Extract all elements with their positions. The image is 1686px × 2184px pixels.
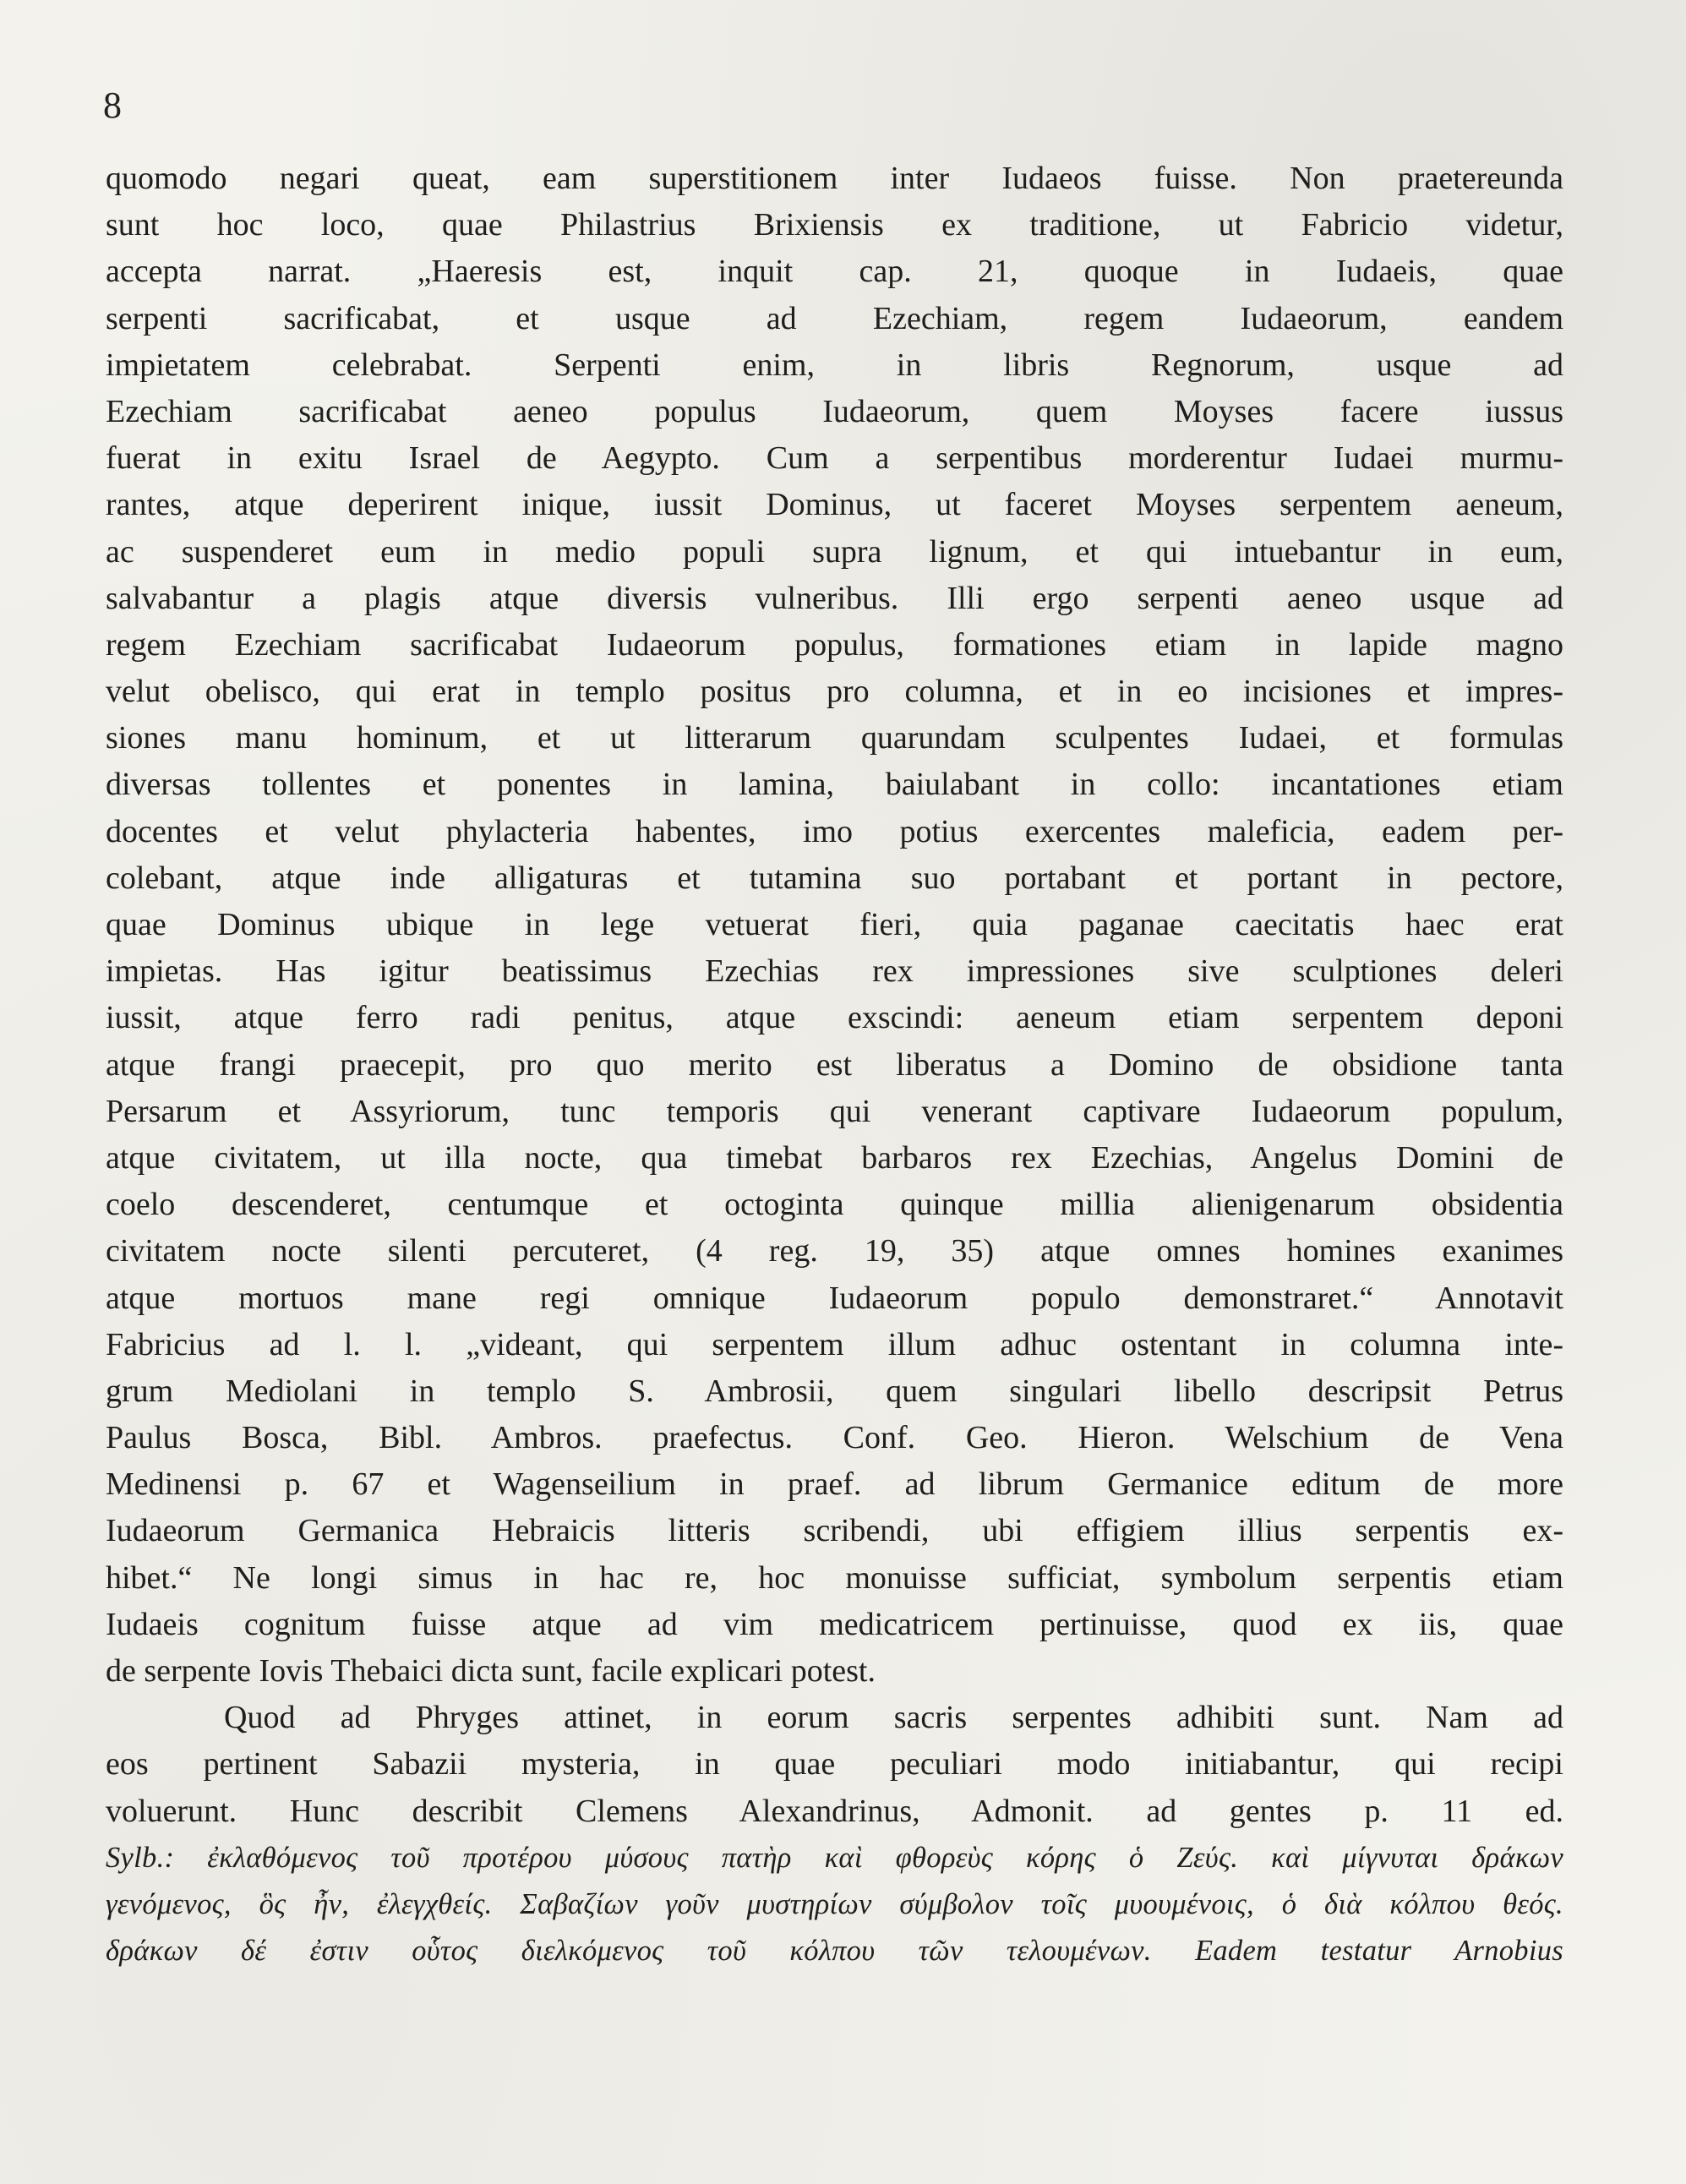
greek-text-line: γενόμενος, ὃς ἦν, ἐλεγχθείς. Σαβαζίων γοῦν μυστηρίων σύμβολον τοῖς μυουμένοις, ὁ διὰ κόλπου θεός. <box>106 1887 1563 1920</box>
greek-text-line: δράκων δέ ἐστιν οὗτος διελκόμενος τοῦ κόλπου τῶν τελουμένων. Eadem testatur Arnobius <box>106 1935 1563 1968</box>
text-line: velut obelisco, qui erat in templo positus pro columna, et in eo incisiones et impres- <box>106 674 1563 710</box>
text-line: coelo descenderet, centumque et octoginta quinque millia alienigenarum obsidentia <box>106 1187 1563 1223</box>
text-line: Paulus Bosca, Bibl. Ambros. praefectus. Conf. Geo. Hieron. Welschium de Vena <box>106 1420 1563 1456</box>
text-line: Medinensi p. 67 et Wagenseilium in praef. ad librum Germanice editum de more <box>106 1466 1563 1503</box>
text-line: quomodo negari queat, eam superstitionem inter Iudaeos fuisse. Non praetereunda <box>106 161 1563 196</box>
text-line: colebant, atque inde alligaturas et tutamina suo portabant et portant in pectore, <box>106 860 1563 896</box>
page-number: 8 <box>103 85 122 126</box>
text-line: voluerunt. Hunc describit Clemens Alexandrinus, Admonit. ad gentes p. 11 ed. <box>106 1793 1563 1829</box>
text-line: grum Mediolani in templo S. Ambrosii, quem singulari libello descripsit Petrus <box>106 1373 1563 1409</box>
text-line: siones manu hominum, et ut litterarum quarundam sculpentes Iudaei, et formulas <box>106 720 1563 756</box>
text-line: Quod ad Phryges attinet, in eorum sacris serpentes adhibiti sunt. Nam ad <box>224 1700 1563 1736</box>
text-line: sunt hoc loco, quae Philastrius Brixiensis ex traditione, ut Fabricio videtur, <box>106 207 1563 243</box>
text-line: diversas tollentes et ponentes in lamina, baiulabant in collo: incantationes etiam <box>106 767 1563 803</box>
text-line: atque mortuos mane regi omnique Iudaeorum populo demonstraret.“ Annotavit <box>106 1280 1563 1316</box>
text-line: eos pertinent Sabazii mysteria, in quae peculiari modo initiabantur, qui recipi <box>106 1746 1563 1783</box>
text-line: atque frangi praecepit, pro quo merito est liberatus a Domino de obsidione tanta <box>106 1046 1563 1083</box>
text-line: salvabantur a plagis atque diversis vulneribus. Illi ergo serpenti aeneo usque ad <box>106 580 1563 616</box>
text-line: hibet.“ Ne longi simus in hac re, hoc monuisse sufficiat, symbolum serpentis etiam <box>106 1559 1563 1596</box>
text-line: atque civitatem, ut illa nocte, qua timebat barbaros rex Ezechias, Angelus Domini de <box>106 1139 1563 1176</box>
text-line: rantes, atque deperirent inique, iussit Dominus, ut faceret Moyses serpentem aeneum, <box>106 487 1563 523</box>
text-line: civitatem nocte silenti percuteret, (4 reg. 19, 35) atque omnes homines exanimes <box>106 1233 1563 1269</box>
text-line: serpenti sacrificabat, et usque ad Ezechiam, regem Iudaeorum, eandem <box>106 300 1563 336</box>
main-text <box>106 156 1563 1974</box>
text-line: Ezechiam sacrificabat aeneo populus Iudaeorum, quem Moyses facere iussus <box>106 393 1563 429</box>
text-line: fuerat in exitu Israel de Aegypto. Cum a serpentibus morderentur Iudaei murmu- <box>106 440 1563 477</box>
text-line: ac suspenderet eum in medio populi supra lignum, et qui intuebantur in eum, <box>106 533 1563 570</box>
text-line: Persarum et Assyriorum, tunc temporis qui venerant captivare Iudaeorum populum, <box>106 1093 1563 1129</box>
text-line: Fabricius ad l. l. „videant, qui serpentem illum adhuc ostentant in columna inte- <box>106 1326 1563 1362</box>
text-line: impietatem celebrabat. Serpenti enim, in libris Regnorum, usque ad <box>106 347 1563 383</box>
text-line: quae Dominus ubique in lege vetuerat fieri, quia paganae caecitatis haec erat <box>106 907 1563 942</box>
text-line: Iudaeorum Germanica Hebraicis litteris scribendi, ubi effigiem illius serpentis ex- <box>106 1513 1563 1549</box>
text-line: iussit, atque ferro radi penitus, atque exscindi: aeneum etiam serpentem deponi <box>106 1000 1563 1036</box>
text-line: regem Ezechiam sacrificabat Iudaeorum populus, formationes etiam in lapide magno <box>106 626 1563 663</box>
greek-text-line: Sylb.: ἐκλαθόμενος τοῦ προτέρου μύσους πατὴρ καὶ φθορεὺς κόρης ὁ Ζεύς. καὶ μίγνυται δράκων <box>106 1841 1563 1874</box>
text-line: impietas. Has igitur beatissimus Ezechias rex impressiones sive sculptiones deleri <box>106 953 1563 990</box>
text-line: de serpente Iovis Thebaici dicta sunt, facile explicari potest. <box>106 1653 876 1689</box>
text-line: accepta narrat. „Haeresis est, inquit cap. 21, quoque in Iudaeis, quae <box>106 254 1563 290</box>
text-line: Iudaeis cognitum fuisse atque ad vim medicatricem pertinuisse, quod ex iis, quae <box>106 1606 1563 1642</box>
text-line: docentes et velut phylacteria habentes, imo potius exercentes maleficia, eadem per- <box>106 813 1563 849</box>
